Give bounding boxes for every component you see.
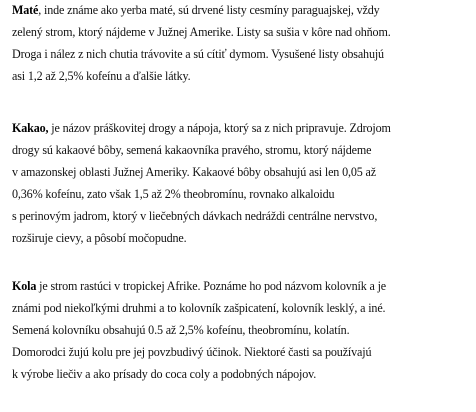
paragraph-kola-line-3 xyxy=(12,322,466,338)
text-line: rozširuje cievy, a pôsobí močopudne. xyxy=(12,231,187,245)
text-line: , inde známe ako yerba maté, sú drvené listy cesmíny paraguajskej, vždy xyxy=(38,3,380,17)
text-line: 0,36% kofeínu, zato však 1,5 až 2% theobromínu, rovnako alkaloidu xyxy=(12,187,335,201)
text-line: zelený strom, ktorý nájdeme v Južnej Amerike. Listy sa sušia v kôre nad ohňom. xyxy=(12,25,391,39)
paragraph-mate-line-4 xyxy=(12,68,466,84)
paragraph-kola-line-5 xyxy=(12,366,466,382)
paragraph-kola-line-1 xyxy=(12,278,466,294)
text-line: asi 1,2 až 2,5% kofeínu a ďalšie látky. xyxy=(12,69,191,83)
text-line: je názov práškovitej drogy a nápoja, ktorý sa z nich pripravuje. Zdrojom xyxy=(48,121,391,135)
paragraph-kakao-line-2 xyxy=(12,142,466,158)
paragraph-kola-line-4 xyxy=(12,344,466,360)
paragraph-kakao-line-6 xyxy=(12,230,466,246)
text-line: je strom rastúci v tropickej Afrike. Poznáme ho pod názvom kolovník a je xyxy=(36,279,387,293)
term-kakao: Kakao, xyxy=(12,121,49,135)
paragraph-kakao-line-1 xyxy=(12,120,466,136)
text-line: s perinovým jadrom, ktorý v liečebných dávkach nedráždi centrálne nervstvo, xyxy=(12,209,378,223)
text-line: Droga i nález z nich chutia trávovite a sú cítiť dymom. Vysušené listy obsahujú xyxy=(12,47,384,61)
paragraph-mate-line-3 xyxy=(12,46,466,62)
paragraph-kakao-line-3 xyxy=(12,164,466,180)
text-line: k výrobe liečiv a ako prísady do coca coly a podobných nápojov. xyxy=(12,367,317,381)
paragraph-mate-line-1 xyxy=(12,2,466,18)
text-line: Semená kolovníku obsahujú 0.5 až 2,5% kofeínu, theobromínu, kolatín. xyxy=(12,323,350,337)
paragraph-kakao-line-5 xyxy=(12,208,466,224)
text-line: v amazonskej oblasti Južnej Ameriky. Kakaové bôby obsahujú asi len 0,05 až xyxy=(12,165,376,179)
text-line: Domorodci žujú kolu pre jej povzbudivý účinok. Niektoré časti sa používajú xyxy=(12,345,372,359)
term-kola: Kola xyxy=(12,279,37,293)
paragraph-kola-line-2 xyxy=(12,300,466,316)
text-line: drogy sú kakaové bôby, semená kakaovníka pravého, stromu, ktorý nájdeme xyxy=(12,143,372,157)
term-mate: Maté xyxy=(12,3,39,17)
text-line: známi pod niekoľkými druhmi a to kolovník zašpicatení, kolovník lesklý, a iné. xyxy=(12,301,386,315)
paragraph-kakao-line-4 xyxy=(12,186,466,202)
paragraph-mate-line-2 xyxy=(12,24,466,40)
